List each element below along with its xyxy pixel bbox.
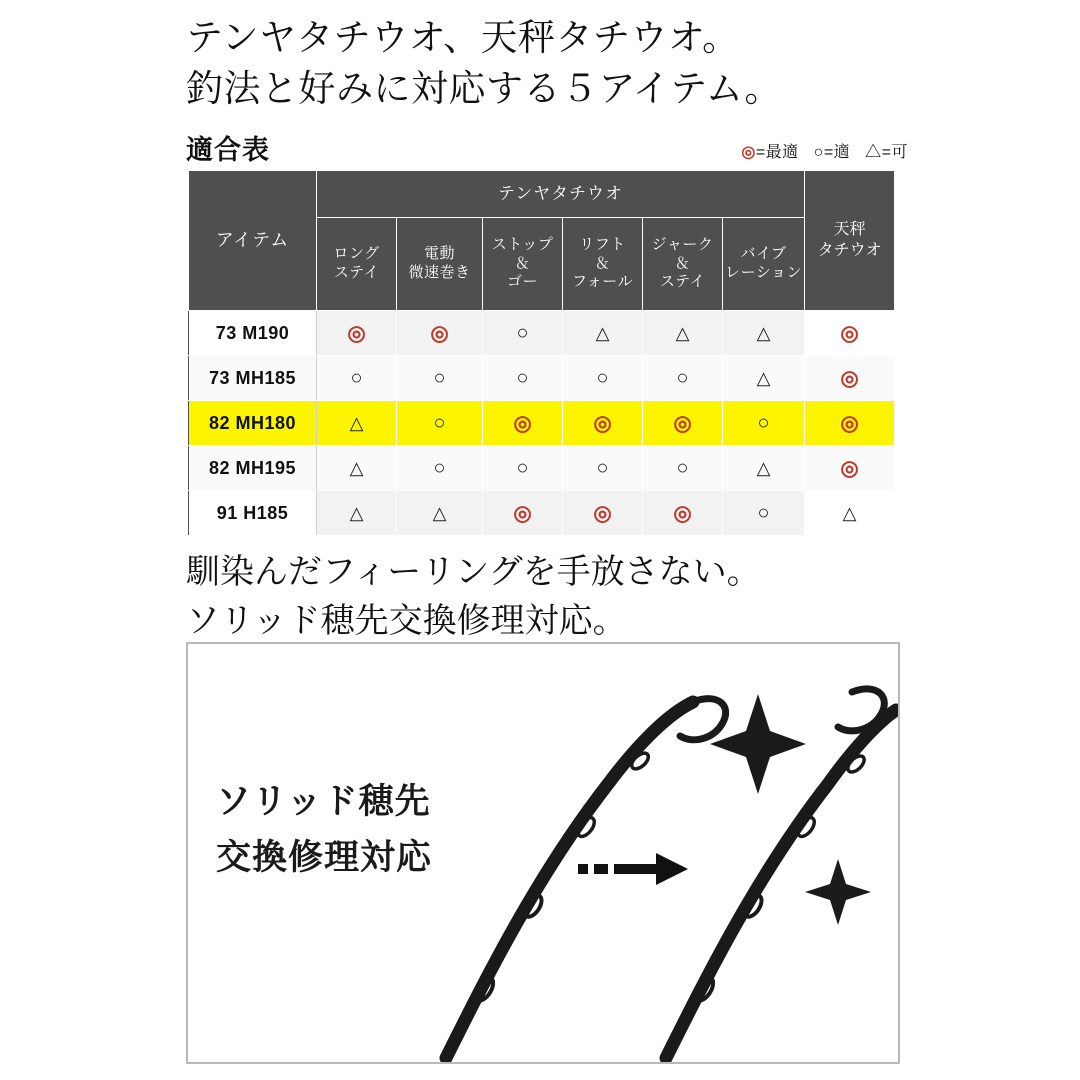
rating-cell: [723, 446, 805, 491]
rating-cell: [317, 401, 397, 446]
panel-caption-line-2: 交換修理対応: [216, 838, 433, 877]
rating-cell: [317, 356, 397, 401]
table-row: [189, 311, 895, 356]
rating-mark-icon: △: [349, 457, 364, 478]
rating-mark-icon: ◎: [593, 411, 612, 435]
row-item-name: 73 M190: [189, 311, 317, 356]
rating-cell-tenbin: [805, 356, 895, 401]
rating-cell: [723, 311, 805, 356]
rating-cell: [643, 356, 723, 401]
header-tenbin-line1: 天秤: [833, 220, 866, 238]
table-row: [189, 446, 895, 491]
rating-cell-tenbin: [805, 311, 895, 356]
rating-cell: [397, 311, 483, 356]
sub-headline-line-1: 馴染んだフィーリングを手放さない。: [186, 553, 761, 591]
rating-cell: [483, 446, 563, 491]
header-col-stop-and-go-l2: ＆: [514, 254, 531, 272]
header-col-long-stay-l1: ロング: [333, 245, 380, 263]
rating-cell: [317, 311, 397, 356]
rating-mark-icon: △: [756, 367, 771, 388]
rating-mark-icon: ◎: [347, 321, 366, 345]
rating-cell: [643, 491, 723, 536]
rating-mark-icon: △: [675, 322, 690, 343]
header-col-slow-electric-l1: 電動: [423, 245, 455, 263]
header-col-long-stay-l2: ステイ: [333, 264, 380, 281]
rating-cell: [563, 401, 643, 446]
rating-mark-icon: △: [756, 322, 771, 343]
rating-cell: [563, 356, 643, 401]
rating-cell: [483, 356, 563, 401]
header-col-stop-and-go-l1: ストップ: [491, 235, 554, 253]
rating-mark-icon: ◎: [840, 456, 859, 480]
rating-cell: [643, 446, 723, 491]
rating-mark-icon: ○: [433, 457, 446, 479]
row-item-name: 82 MH195: [189, 446, 317, 491]
rating-mark-icon: △: [432, 502, 447, 523]
rating-cell: [483, 491, 563, 536]
table-row: [189, 401, 895, 446]
table-row: [189, 491, 895, 536]
rating-cell: [643, 401, 723, 446]
header-col-jerk-and-stay-l2: ＆: [674, 254, 691, 272]
rating-mark-icon: ◎: [673, 411, 692, 435]
rating-mark-icon: △: [595, 322, 610, 343]
table-row: [189, 356, 895, 401]
legend-double-label: =最適: [755, 144, 799, 161]
legend-triangle-icon: △: [865, 144, 882, 161]
rating-mark-icon: ◎: [840, 366, 859, 390]
legend-double-icon: ◎: [741, 144, 756, 161]
rating-cell: [563, 446, 643, 491]
rating-mark-icon: ○: [596, 457, 609, 479]
rating-cell: [317, 446, 397, 491]
header-col-slow-electric-l2: 微速巻き: [408, 264, 471, 281]
rating-cell: [317, 491, 397, 536]
rating-mark-icon: ○: [516, 322, 529, 344]
header-col-jerk-and-stay-l1: ジャーク: [651, 235, 714, 253]
rating-mark-icon: ○: [596, 367, 609, 389]
header-col-jerk-and-stay: [643, 218, 723, 311]
header-col-lift-and-fall-l3: フォール: [572, 273, 633, 291]
header-col-lift-and-fall-l2: ＆: [594, 254, 611, 272]
rating-mark-icon: ○: [676, 367, 689, 389]
header-col-vibration: [723, 218, 805, 311]
rod-left: [446, 699, 726, 1058]
header-col-vibration-l1: バイブ: [740, 245, 787, 263]
panel-caption-line-1: ソリッド穂先: [216, 782, 431, 821]
header-col-stop-and-go: [483, 218, 563, 311]
header-col-jerk-and-stay-l3: ステイ: [659, 273, 706, 291]
rating-mark-icon: ◎: [840, 321, 859, 345]
header-group-tenya: テンヤタチウオ: [317, 171, 805, 218]
compatibility-table-wrapper: [188, 170, 894, 536]
rating-mark-icon: △: [349, 502, 364, 523]
page-title: [186, 12, 1046, 114]
header-col-lift-and-fall: [563, 218, 643, 311]
rating-cell: [397, 356, 483, 401]
rating-cell: [397, 446, 483, 491]
headline-line-2: 釣法と好みに対応する５アイテム。: [186, 68, 782, 110]
rating-cell-tenbin: [805, 446, 895, 491]
rating-cell: [483, 311, 563, 356]
rating-mark-icon: △: [842, 502, 857, 523]
header-col-vibration-l2: レーション: [725, 264, 802, 281]
legend-circle-icon: ○: [813, 144, 824, 161]
header-col-lift-and-fall-l1: リフト: [579, 235, 626, 253]
legend-triangle-label: =可: [881, 144, 908, 161]
rating-mark-icon: △: [349, 412, 364, 433]
rating-cell: [397, 491, 483, 536]
rating-mark-icon: ○: [757, 502, 770, 524]
illustration-panel: [186, 642, 900, 1064]
legend: [741, 139, 908, 162]
rating-mark-icon: ◎: [593, 501, 612, 525]
rating-mark-icon: △: [756, 457, 771, 478]
legend-circle-label: =適: [823, 144, 851, 161]
rating-cell-tenbin: [805, 491, 895, 536]
rating-cell: [563, 311, 643, 356]
rating-mark-icon: ◎: [513, 501, 532, 525]
row-item-name: 91 H185: [189, 491, 317, 536]
rating-mark-icon: ○: [757, 412, 770, 434]
table-body: [189, 311, 895, 536]
row-item-name: 73 MH185: [189, 356, 317, 401]
rating-cell: [643, 311, 723, 356]
rod-tip-illustration: [188, 644, 898, 1062]
rating-cell: [563, 491, 643, 536]
rating-cell: [723, 356, 805, 401]
sub-headline: [186, 548, 1046, 647]
rating-cell: [723, 491, 805, 536]
rating-mark-icon: ◎: [513, 411, 532, 435]
rating-mark-icon: ○: [676, 457, 689, 479]
rating-mark-icon: ◎: [430, 321, 449, 345]
header-col-long-stay: [317, 218, 397, 311]
compatibility-table: [188, 170, 895, 536]
rating-cell-tenbin: [805, 401, 895, 446]
rating-mark-icon: ○: [516, 367, 529, 389]
header-item: アイテム: [189, 171, 317, 311]
header-col-slow-electric: [397, 218, 483, 311]
header-tenbin-line2: タチウオ: [817, 241, 882, 259]
header-col-stop-and-go-l3: ゴー: [506, 273, 538, 291]
sub-headline-line-2: ソリッド穂先交換修理対応。: [186, 602, 627, 641]
header-group-tenbin: [805, 171, 895, 311]
row-item-name: 82 MH180: [189, 401, 317, 446]
table-head: [189, 171, 895, 311]
rating-cell: [397, 401, 483, 446]
table-title: 適合表: [186, 135, 270, 165]
rating-mark-icon: ◎: [840, 411, 859, 435]
rating-cell: [483, 401, 563, 446]
rating-cell: [723, 401, 805, 446]
rating-mark-icon: ○: [516, 457, 529, 479]
rating-mark-icon: ○: [433, 412, 446, 434]
rating-mark-icon: ○: [433, 367, 446, 389]
rating-mark-icon: ○: [350, 367, 363, 389]
headline-line-1: テンヤタチウオ、天秤タチウオ。: [186, 17, 740, 58]
rating-mark-icon: ◎: [673, 501, 692, 525]
